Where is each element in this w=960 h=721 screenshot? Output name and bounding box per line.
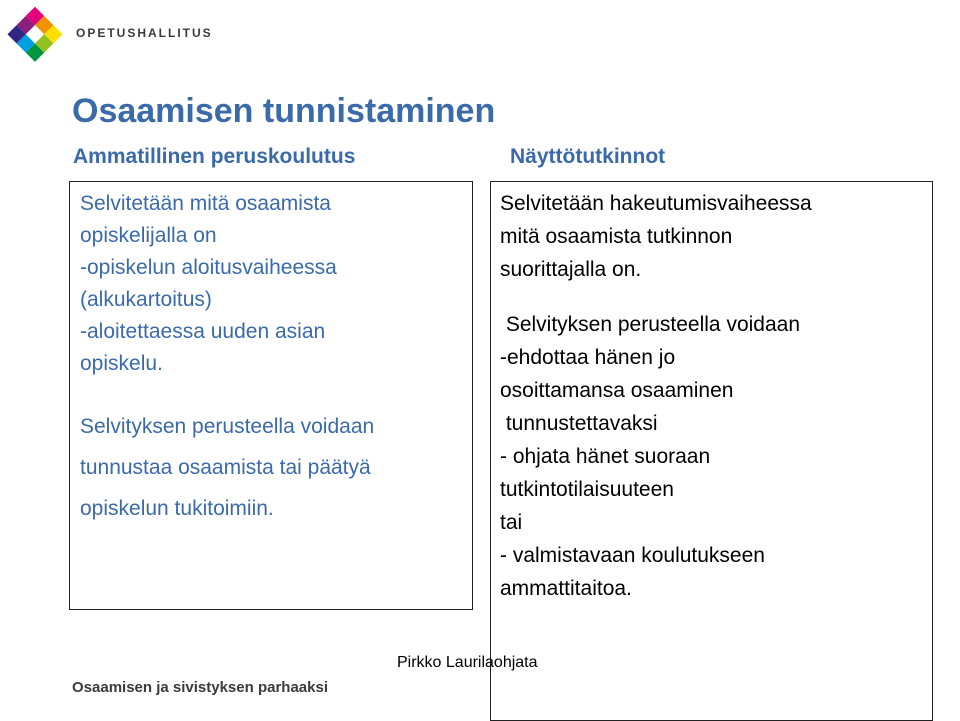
text-line: tunnustaa osaamista tai päätyä bbox=[80, 456, 371, 479]
slide-title: Osaamisen tunnistaminen bbox=[72, 92, 496, 130]
footer-slogan: Osaamisen ja sivistyksen parhaaksi bbox=[72, 679, 328, 696]
text-line: tunnustettavaksi bbox=[500, 412, 658, 435]
right-column-heading: Näyttötutkinnot bbox=[510, 145, 666, 168]
text-line: opiskelijalla on bbox=[80, 224, 217, 247]
text-line: tai bbox=[500, 511, 523, 534]
text-line: Selvitetään hakeutumisvaiheessa bbox=[500, 192, 812, 215]
text-line: - valmistavaan koulutukseen bbox=[500, 544, 765, 567]
text-line: opiskelu. bbox=[80, 352, 163, 375]
text-line: tutkintotilaisuuteen bbox=[500, 478, 674, 501]
text-line: osoittamansa osaaminen bbox=[500, 379, 734, 402]
text-line: mitä osaamista tutkinnon bbox=[500, 225, 733, 248]
text-line: Selvitetään mitä osaamista bbox=[80, 192, 331, 215]
text-line: Selvityksen perusteella voidaan bbox=[500, 313, 801, 336]
footer-author: Pirkko Laurilaohjata bbox=[397, 654, 538, 671]
left-column-heading: Ammatillinen peruskoulutus bbox=[73, 145, 356, 168]
text-line: -aloitettaessa uuden asian bbox=[80, 320, 326, 343]
left-text-box bbox=[69, 181, 473, 610]
text-line: (alkukartoitus) bbox=[80, 288, 212, 311]
text-line: -ehdottaa hänen jo bbox=[500, 346, 676, 369]
diamond-mosaic-logo-icon bbox=[6, 6, 64, 64]
right-text-box bbox=[490, 181, 933, 721]
text-line: Selvityksen perusteella voidaan bbox=[80, 415, 375, 438]
text-line: -opiskelun aloitusvaiheessa bbox=[80, 256, 337, 279]
text-line: - ohjata hänet suoraan bbox=[500, 445, 711, 468]
brand-name: OPETUSHALLITUS bbox=[76, 26, 213, 40]
text-line: ammattitaitoa. bbox=[500, 577, 632, 600]
text-line: suorittajalla on. bbox=[500, 258, 642, 281]
text-line: opiskelun tukitoimiin. bbox=[80, 497, 274, 520]
